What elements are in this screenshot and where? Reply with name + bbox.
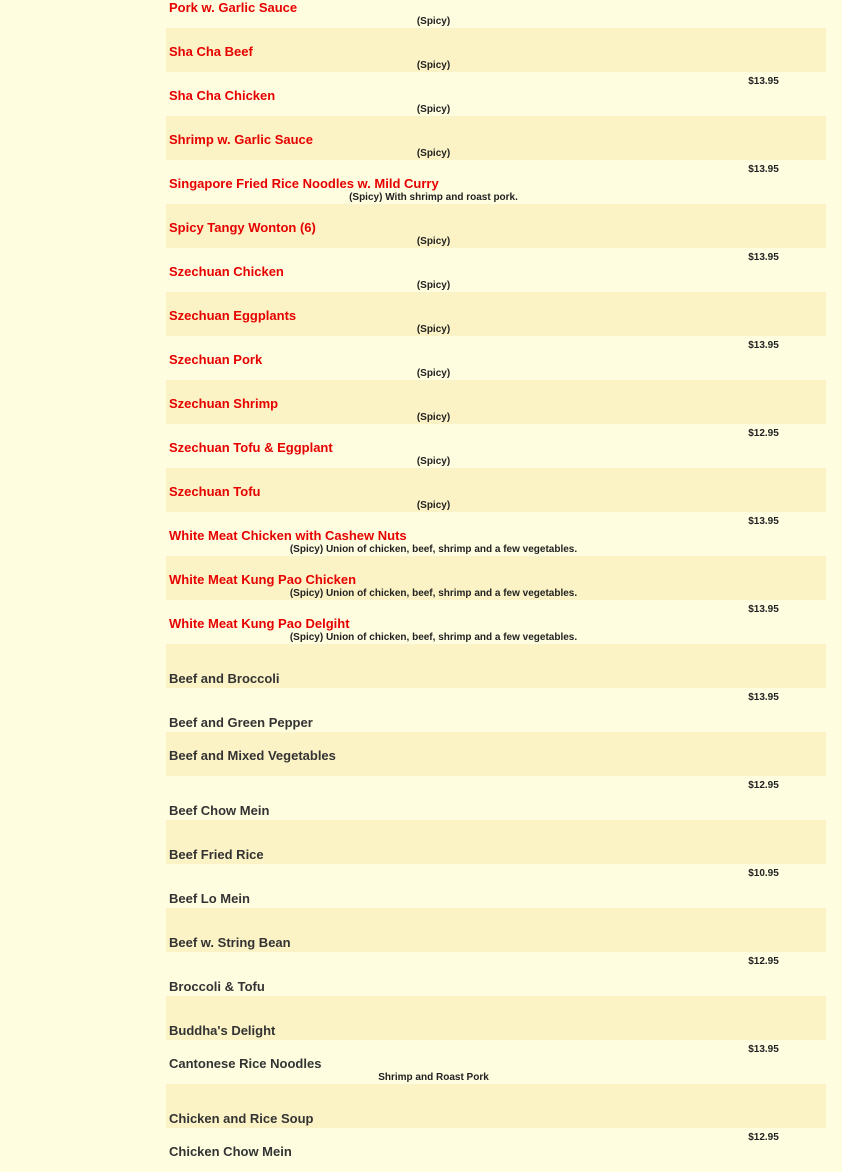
- menu-item-name: Sha Cha Chicken: [169, 88, 276, 103]
- menu-item-name: Pork w. Garlic Sauce: [169, 0, 298, 15]
- menu-item-row: [166, 688, 826, 732]
- menu-item-name: White Meat Kung Pao Delgiht: [169, 616, 350, 631]
- menu-item-description: (Spicy): [416, 280, 451, 291]
- menu-item-name: Szechuan Pork: [169, 352, 263, 367]
- menu-item-description: (Spicy): [416, 236, 451, 247]
- menu-item-description: (Spicy): [416, 104, 451, 115]
- menu-item-description: (Spicy): [416, 500, 451, 511]
- menu-item-description: (Spicy): [416, 456, 451, 467]
- menu-item-row: [166, 732, 826, 791]
- menu-item-price: $12.95: [748, 428, 779, 439]
- menu-item-description: (Spicy): [416, 16, 451, 27]
- menu-item-name: Chicken Chow Mein: [169, 1144, 292, 1159]
- menu-item-row: [166, 424, 826, 468]
- menu-item-name: Beef and Green Pepper: [169, 715, 313, 730]
- menu-item-price: $12.95: [748, 1132, 779, 1143]
- menu-item-price: $13.95: [748, 164, 779, 175]
- menu-item-price: $10.95: [748, 868, 779, 879]
- menu-item-description: (Spicy): [416, 412, 451, 423]
- menu-item-description: (Spicy) With shrimp and roast pork.: [349, 192, 518, 203]
- menu-item-row: [166, 1084, 826, 1143]
- menu-item-name: Broccoli & Tofu: [169, 979, 265, 994]
- menu-item-description: (Spicy): [416, 324, 451, 335]
- menu-item-name: White Meat Chicken with Cashew Nuts: [169, 528, 407, 543]
- menu-item-description: Shrimp and Roast Pork: [378, 1072, 489, 1083]
- menu-item-description: (Spicy) Union of chicken, beef, shrimp and a few vegetables.: [289, 632, 578, 643]
- menu-item-row: [166, 248, 826, 292]
- menu-item-price: $13.95: [748, 604, 779, 615]
- menu-item-row: [166, 556, 826, 615]
- menu-item-name: Spicy Tangy Wonton (6): [169, 220, 316, 235]
- menu-item-row: [166, 160, 826, 204]
- menu-item-name: Beef Chow Mein: [169, 803, 270, 818]
- menu-item-row: [166, 116, 826, 175]
- menu-item-name: Shrimp w. Garlic Sauce: [169, 132, 314, 147]
- menu-item-price: $13.95: [748, 692, 779, 703]
- menu-item-description: (Spicy): [416, 368, 451, 379]
- menu-item-row: [166, 996, 826, 1055]
- menu-item-name: Sha Cha Beef: [169, 44, 253, 59]
- menu-item-description: (Spicy) Union of chicken, beef, shrimp and a few vegetables.: [289, 588, 578, 599]
- menu-item-row: [166, 1128, 826, 1172]
- menu-item-name: White Meat Kung Pao Chicken: [169, 572, 357, 587]
- menu-item-row: [166, 380, 826, 439]
- menu-item-name: Beef w. String Bean: [169, 935, 291, 950]
- menu-item-row: [166, 512, 826, 556]
- menu-item-price: $13.95: [748, 1044, 779, 1055]
- menu-item-row: [166, 908, 826, 967]
- menu-item-row: [166, 1040, 826, 1084]
- menu-item-price: $13.95: [748, 340, 779, 351]
- menu-item-name: Chicken and Rice Soup: [169, 1111, 314, 1126]
- menu-item-price: $13.95: [748, 252, 779, 263]
- menu-item-name: Buddha's Delight: [169, 1023, 276, 1038]
- menu-item-price: $13.95: [748, 516, 779, 527]
- menu-item-description: (Spicy): [416, 148, 451, 159]
- menu-item-name: Beef Fried Rice: [169, 847, 264, 862]
- menu-item-row: [166, 72, 826, 116]
- menu-item-row: [166, 644, 826, 703]
- menu-item-price: $12.95: [748, 956, 779, 967]
- menu-item-name: Szechuan Chicken: [169, 264, 284, 279]
- menu-item-name: Beef and Mixed Vegetables: [169, 748, 336, 763]
- menu-item-row: [166, 468, 826, 527]
- menu-item-name: Szechuan Tofu & Eggplant: [169, 440, 333, 455]
- menu-item-row: [166, 820, 826, 879]
- menu-item-name: Beef and Broccoli: [169, 671, 280, 686]
- menu-item-price: $13.95: [748, 76, 779, 87]
- menu-item-row: [166, 0, 826, 28]
- menu-list: [166, 0, 826, 1172]
- menu-item-row: [166, 776, 826, 820]
- menu-item-row: [166, 292, 826, 351]
- menu-item-row: [166, 864, 826, 908]
- menu-item-name: Beef Lo Mein: [169, 891, 250, 906]
- menu-item-name: Szechuan Shrimp: [169, 396, 279, 411]
- menu-item-name: Cantonese Rice Noodles: [169, 1056, 322, 1071]
- menu-item-row: [166, 336, 826, 380]
- menu-item-price: $12.95: [748, 780, 779, 791]
- menu-item-row: [166, 28, 826, 87]
- menu-item-row: [166, 204, 826, 263]
- menu-item-description: (Spicy): [416, 60, 451, 71]
- menu-item-name: Singapore Fried Rice Noodles w. Mild Curry: [169, 176, 439, 191]
- menu-item-name: Szechuan Tofu: [169, 484, 261, 499]
- menu-item-name: Szechuan Eggplants: [169, 308, 297, 323]
- menu-item-row: [166, 952, 826, 996]
- menu-item-description: (Spicy) Union of chicken, beef, shrimp and a few vegetables.: [289, 544, 578, 555]
- menu-item-row: [166, 600, 826, 644]
